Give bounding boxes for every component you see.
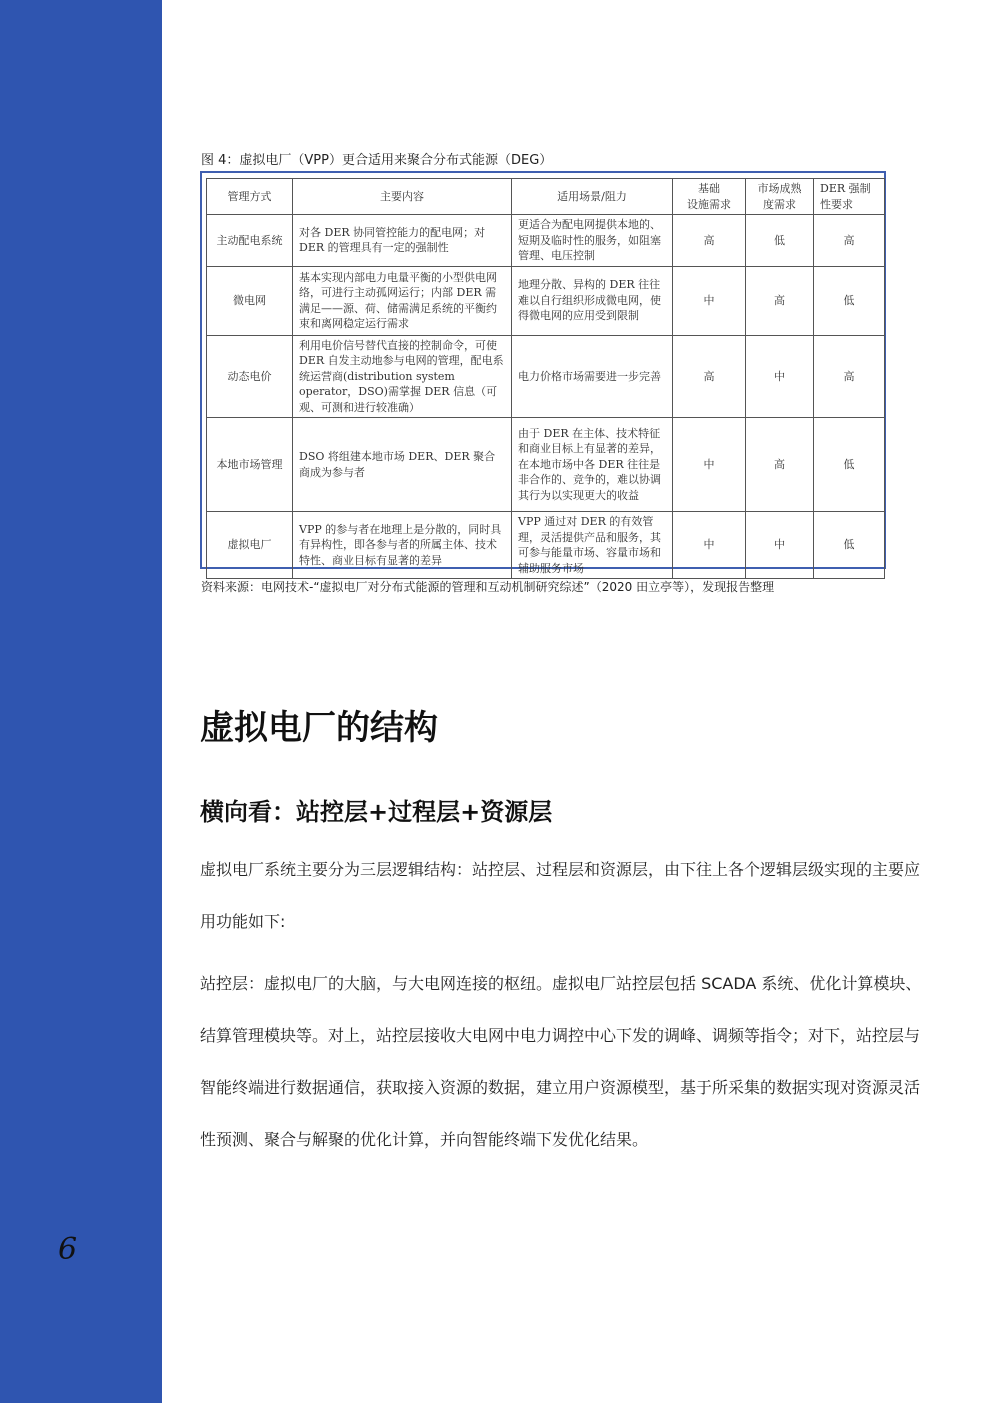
table-row: [207, 215, 885, 267]
section-title: 虚拟电厂的结构: [200, 708, 438, 748]
table-row: [207, 512, 885, 579]
table-cell: 高: [746, 418, 814, 512]
table-cell: 低: [814, 512, 885, 579]
section-subtitle: 横向看：站控层+过程层+资源层: [200, 798, 553, 826]
paragraph-station-control: 站控层：虚拟电厂的大脑，与大电网连接的枢纽。虚拟电厂站控层包括 SCADA 系统、优化计算模块、结算管理模块等。对上，站控层接收大电网中电力调控中心下发的调峰、调频等指令；对下，站控层与智能终端进行数据通信，获取接入资源的数据，建立用户资源模型，基于所采集的数据实现对资源灵活性预测、聚合与解聚的优化计算，并向智能终端下发优化结果。: [200, 974, 922, 1149]
table-cell: 地理分散、异构的 DER 往往难以自行组织形成微电网，使得微电网的应用受到限制: [512, 266, 673, 335]
table-cell: 高: [673, 335, 746, 418]
table-cell: 动态电价: [207, 335, 293, 418]
table-cell: 高: [814, 335, 885, 418]
table-cell: DSO 将组建本地市场 DER、DER 聚合商成为参与者: [293, 418, 512, 512]
table-row: [207, 335, 885, 418]
table-cell: 中: [746, 335, 814, 418]
table-cell: 低: [746, 215, 814, 267]
table-cell: 由于 DER 在主体、技术特征和商业目标上有显著的差异，在本地市场中各 DER 往往是非合作的、竞争的，难以协调其行为以实现更大的收益: [512, 418, 673, 512]
table-cell: 更适合为配电网提供本地的、短期及临时性的服务，如阻塞管理、电压控制: [512, 215, 673, 267]
table-cell: 中: [746, 512, 814, 579]
table-cell: 低: [814, 418, 885, 512]
table-cell: 高: [746, 266, 814, 335]
table-cell: 高: [673, 215, 746, 267]
table-row: [207, 418, 885, 512]
table-cell: 中: [673, 266, 746, 335]
table-cell: VPP 的参与者在地理上是分散的，同时具有异构性，即各参与者的所属主体、技术特性、商业目标有显著的差异: [293, 512, 512, 579]
header-cell: 市场成熟 度需求: [746, 179, 814, 215]
table-cell: 对各 DER 协同管控能力的配电网；对 DER 的管理具有一定的强制性: [293, 215, 512, 267]
table-cell: 主动配电系统: [207, 215, 293, 267]
table-cell: 虚拟电厂: [207, 512, 293, 579]
header-cell: 基础 设施需求: [673, 179, 746, 215]
paragraph-intro: 虚拟电厂系统主要分为三层逻辑结构：站控层、过程层和资源层，由下往上各个逻辑层级实现的主要应用功能如下:: [200, 860, 921, 931]
table-cell: 高: [814, 215, 885, 267]
table-row: [207, 266, 885, 335]
header-cell: DER 强制 性要求: [814, 179, 885, 215]
sidebar-band: [0, 0, 162, 1403]
header-cell: 主要内容: [293, 179, 512, 215]
table-cell: 中: [673, 418, 746, 512]
table-cell: 微电网: [207, 266, 293, 335]
header-cell: 适用场景/阻力: [512, 179, 673, 215]
table-cell: 低: [814, 266, 885, 335]
figure-source: 资料来源：电网技术-“虚拟电厂对分布式能源的管理和互动机制研究综述”（2020 田立亭等），发现报告整理: [201, 580, 775, 594]
table-cell: 基本实现内部电力电量平衡的小型供电网络，可进行主动孤网运行；内部 DER 需满足——源、荷、储需满足系统的平衡约束和离网稳定运行需求: [293, 266, 512, 335]
table-cell: 本地市场管理: [207, 418, 293, 512]
table-cell: 电力价格市场需要进一步完善: [512, 335, 673, 418]
vpp-comparison-table: [206, 178, 885, 579]
header-cell: 管理方式: [207, 179, 293, 215]
table-header-row: [207, 179, 885, 215]
figure-caption: 图 4：虚拟电厂（VPP）更合适用来聚合分布式能源（DEG）: [201, 153, 553, 168]
table-cell: VPP 通过对 DER 的有效管理，灵活提供产品和服务，其可参与能量市场、容量市场和辅助服务市场: [512, 512, 673, 579]
page-number: 6: [58, 1232, 78, 1267]
table-cell: 利用电价信号替代直接的控制命令，可使 DER 自发主动地参与电网的管理，配电系统运营商(distribution system operator，DSO)需掌握 DER 信息（可观、可测和进行较准确）: [293, 335, 512, 418]
table-frame: [200, 171, 886, 575]
table-cell: 中: [673, 512, 746, 579]
